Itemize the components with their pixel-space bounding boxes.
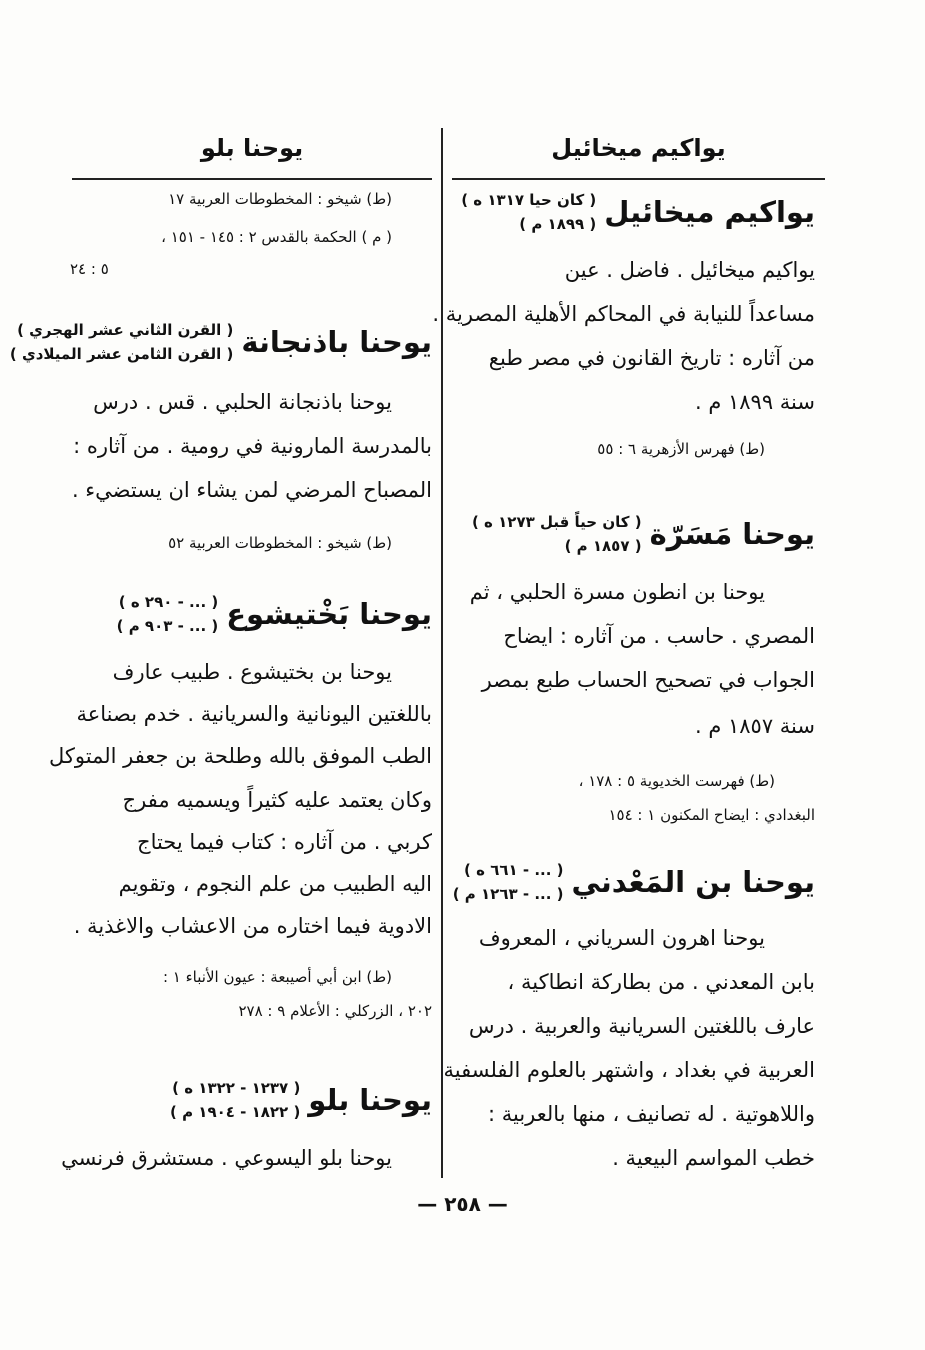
entry-name: يوحنا بن المَعْدني: [571, 865, 815, 899]
entry-heading: [453, 858, 815, 906]
entry-name: يوحنا مَسَرّة: [649, 517, 815, 551]
body-line: الادوية فيما اختاره من الاعشاب والاغذية .: [73, 914, 432, 938]
dates-gregorian: ( القرن الثامن عشر الميلادي ): [9, 345, 234, 363]
dates-hijri: ( ١٢٣٧ - ١٣٢٢ ه ): [172, 1079, 301, 1097]
dates-gregorian: ( ... - ١٢٦٣ م ): [452, 885, 564, 903]
entry-heading: [117, 590, 432, 638]
body-line: كربي . من آثاره : كتاب فيما يحتاج: [137, 830, 432, 854]
body-line: بابن المعدني . من بطاركة انطاكية ،: [507, 970, 815, 994]
dates-hijri: ( كان حيا ١٣١٧ ه ): [461, 191, 597, 209]
entry-dates: [472, 510, 642, 558]
running-head-left: يوحنا بلو: [200, 134, 304, 162]
entry-heading: [170, 1076, 432, 1124]
entry-name: يوحنا باذنجانة: [241, 325, 432, 359]
body-line: بالمدرسة المارونية في رومية . من آثاره :: [73, 434, 432, 458]
column-divider: [441, 128, 443, 1178]
dates-hijri: ( كان حياً قبل ١٢٧٣ ه ): [471, 513, 642, 531]
running-head-right: يواكيم ميخائيل: [551, 134, 726, 162]
entry-dates: [461, 188, 596, 236]
entry-heading: [472, 510, 815, 558]
reference-line: ( م ) الحكمة بالقدس ٢ : ١٤٥ - ١٥١ ،: [161, 228, 392, 246]
body-line: يوحنا بن بختيشوع . طبيب عارف: [112, 660, 392, 684]
entry-dates: [170, 1076, 300, 1124]
body-line: يوحنا بن انطون مسرة الحلبي ، ثم: [469, 580, 765, 604]
reference-line: (ط) شيخو : المخطوطات العربية ٥٢: [168, 534, 392, 552]
entry-name: يوحنا بَخْتيشوع: [226, 597, 432, 631]
dates-hijri: ( ... - ٦٦١ ه ): [464, 861, 564, 879]
dates-hijri: ( القرن الثاني عشر الهجري ): [17, 321, 234, 339]
body-line: عارف باللغتين السريانية والعربية . درس: [468, 1014, 815, 1038]
body-line: يواكيم ميخائيل . فاضل . عين: [564, 258, 815, 282]
entry-name: يوحنا بلو: [308, 1083, 432, 1117]
reference-line: ٥ : ٢٤: [70, 260, 109, 278]
body-line: المصري . حاسب . من آثاره : ايضاح: [503, 624, 815, 648]
dates-gregorian: ( ... - ٩٠٣ م ): [116, 617, 219, 635]
body-line: العربية في بغداد ، واشتهر بالعلوم الفلسفية: [443, 1058, 815, 1082]
body-line: مساعداً للنيابة في المحاكم الأهلية المصرية .: [432, 302, 815, 326]
body-line: واللاهوتية . له تصانيف ، منها بالعربية :: [487, 1102, 815, 1126]
body-line: اليه الطبيب من علم النجوم ، وتقويم: [118, 872, 432, 896]
reference-line: (ط) فهرس الأزهرية ٦ : ٥٥: [597, 440, 765, 458]
entry-dates: [117, 590, 219, 638]
body-line: يوحنا باذنجانة الحلبي . قس . درس: [93, 390, 392, 414]
entry-name: يواكيم ميخائيل: [604, 195, 815, 229]
dates-gregorian: ( ١٨٢٢ - ١٩٠٤ م ): [170, 1103, 301, 1121]
entry-dates: [10, 318, 233, 366]
body-line: من آثاره : تاريخ القانون في مصر طبع: [488, 346, 815, 370]
body-line: وكان يعتمد عليه كثيراً ويسميه مفرج: [122, 788, 432, 812]
entry-dates: [453, 858, 564, 906]
reference-line: (ط) شيخو : المخطوطات العربية ١٧: [168, 190, 392, 208]
body-line: الطب الموفق بالله وطلحة بن جعفر المتوكل: [49, 744, 432, 768]
body-line: باللغتين اليونانية والسريانية . خدم بصناعة: [76, 702, 432, 726]
entry-heading: [10, 318, 432, 366]
dates-hijri: ( ... - ٢٩٠ ه ): [118, 593, 219, 611]
left-column: [9, 0, 432, 1350]
dates-gregorian: ( ١٨٩٩ م ): [519, 215, 597, 233]
body-line: الجواب في تصحيح الحساب طبع بمصر: [481, 668, 815, 692]
reference-line: البغدادي : ايضاح المكنون ١ : ١٥٤: [608, 806, 815, 824]
body-line: سنة ١٨٩٩ م .: [694, 390, 815, 414]
body-line: المصباح المرضي لمن يشاء ان يستضيء .: [71, 478, 432, 502]
entry-heading: [461, 188, 815, 236]
reference-line: (ط) ابن أبي أصيبعة : عيون الأنباء ١ :: [162, 968, 392, 986]
body-line: سنة ١٨٥٧ م .: [694, 714, 815, 738]
reference-line: (ط) فهرست الخديوية ٥ : ١٧٨ ،: [578, 772, 775, 790]
body-line: خطب المواسم البيعية .: [612, 1146, 815, 1170]
body-line: يوحنا اهرون السرياني ، المعروف: [478, 926, 765, 950]
dates-gregorian: ( ١٨٥٧ م ): [564, 537, 642, 555]
reference-line: ٢٠٢ ، الزركلي : الأعلام ٩ : ٢٧٨: [238, 1002, 432, 1020]
page-number: — ٢٥٨ —: [417, 1192, 508, 1216]
right-column: [432, 0, 815, 1350]
body-line: يوحنا بلو اليسوعي . مستشرق فرنسي: [61, 1146, 392, 1170]
